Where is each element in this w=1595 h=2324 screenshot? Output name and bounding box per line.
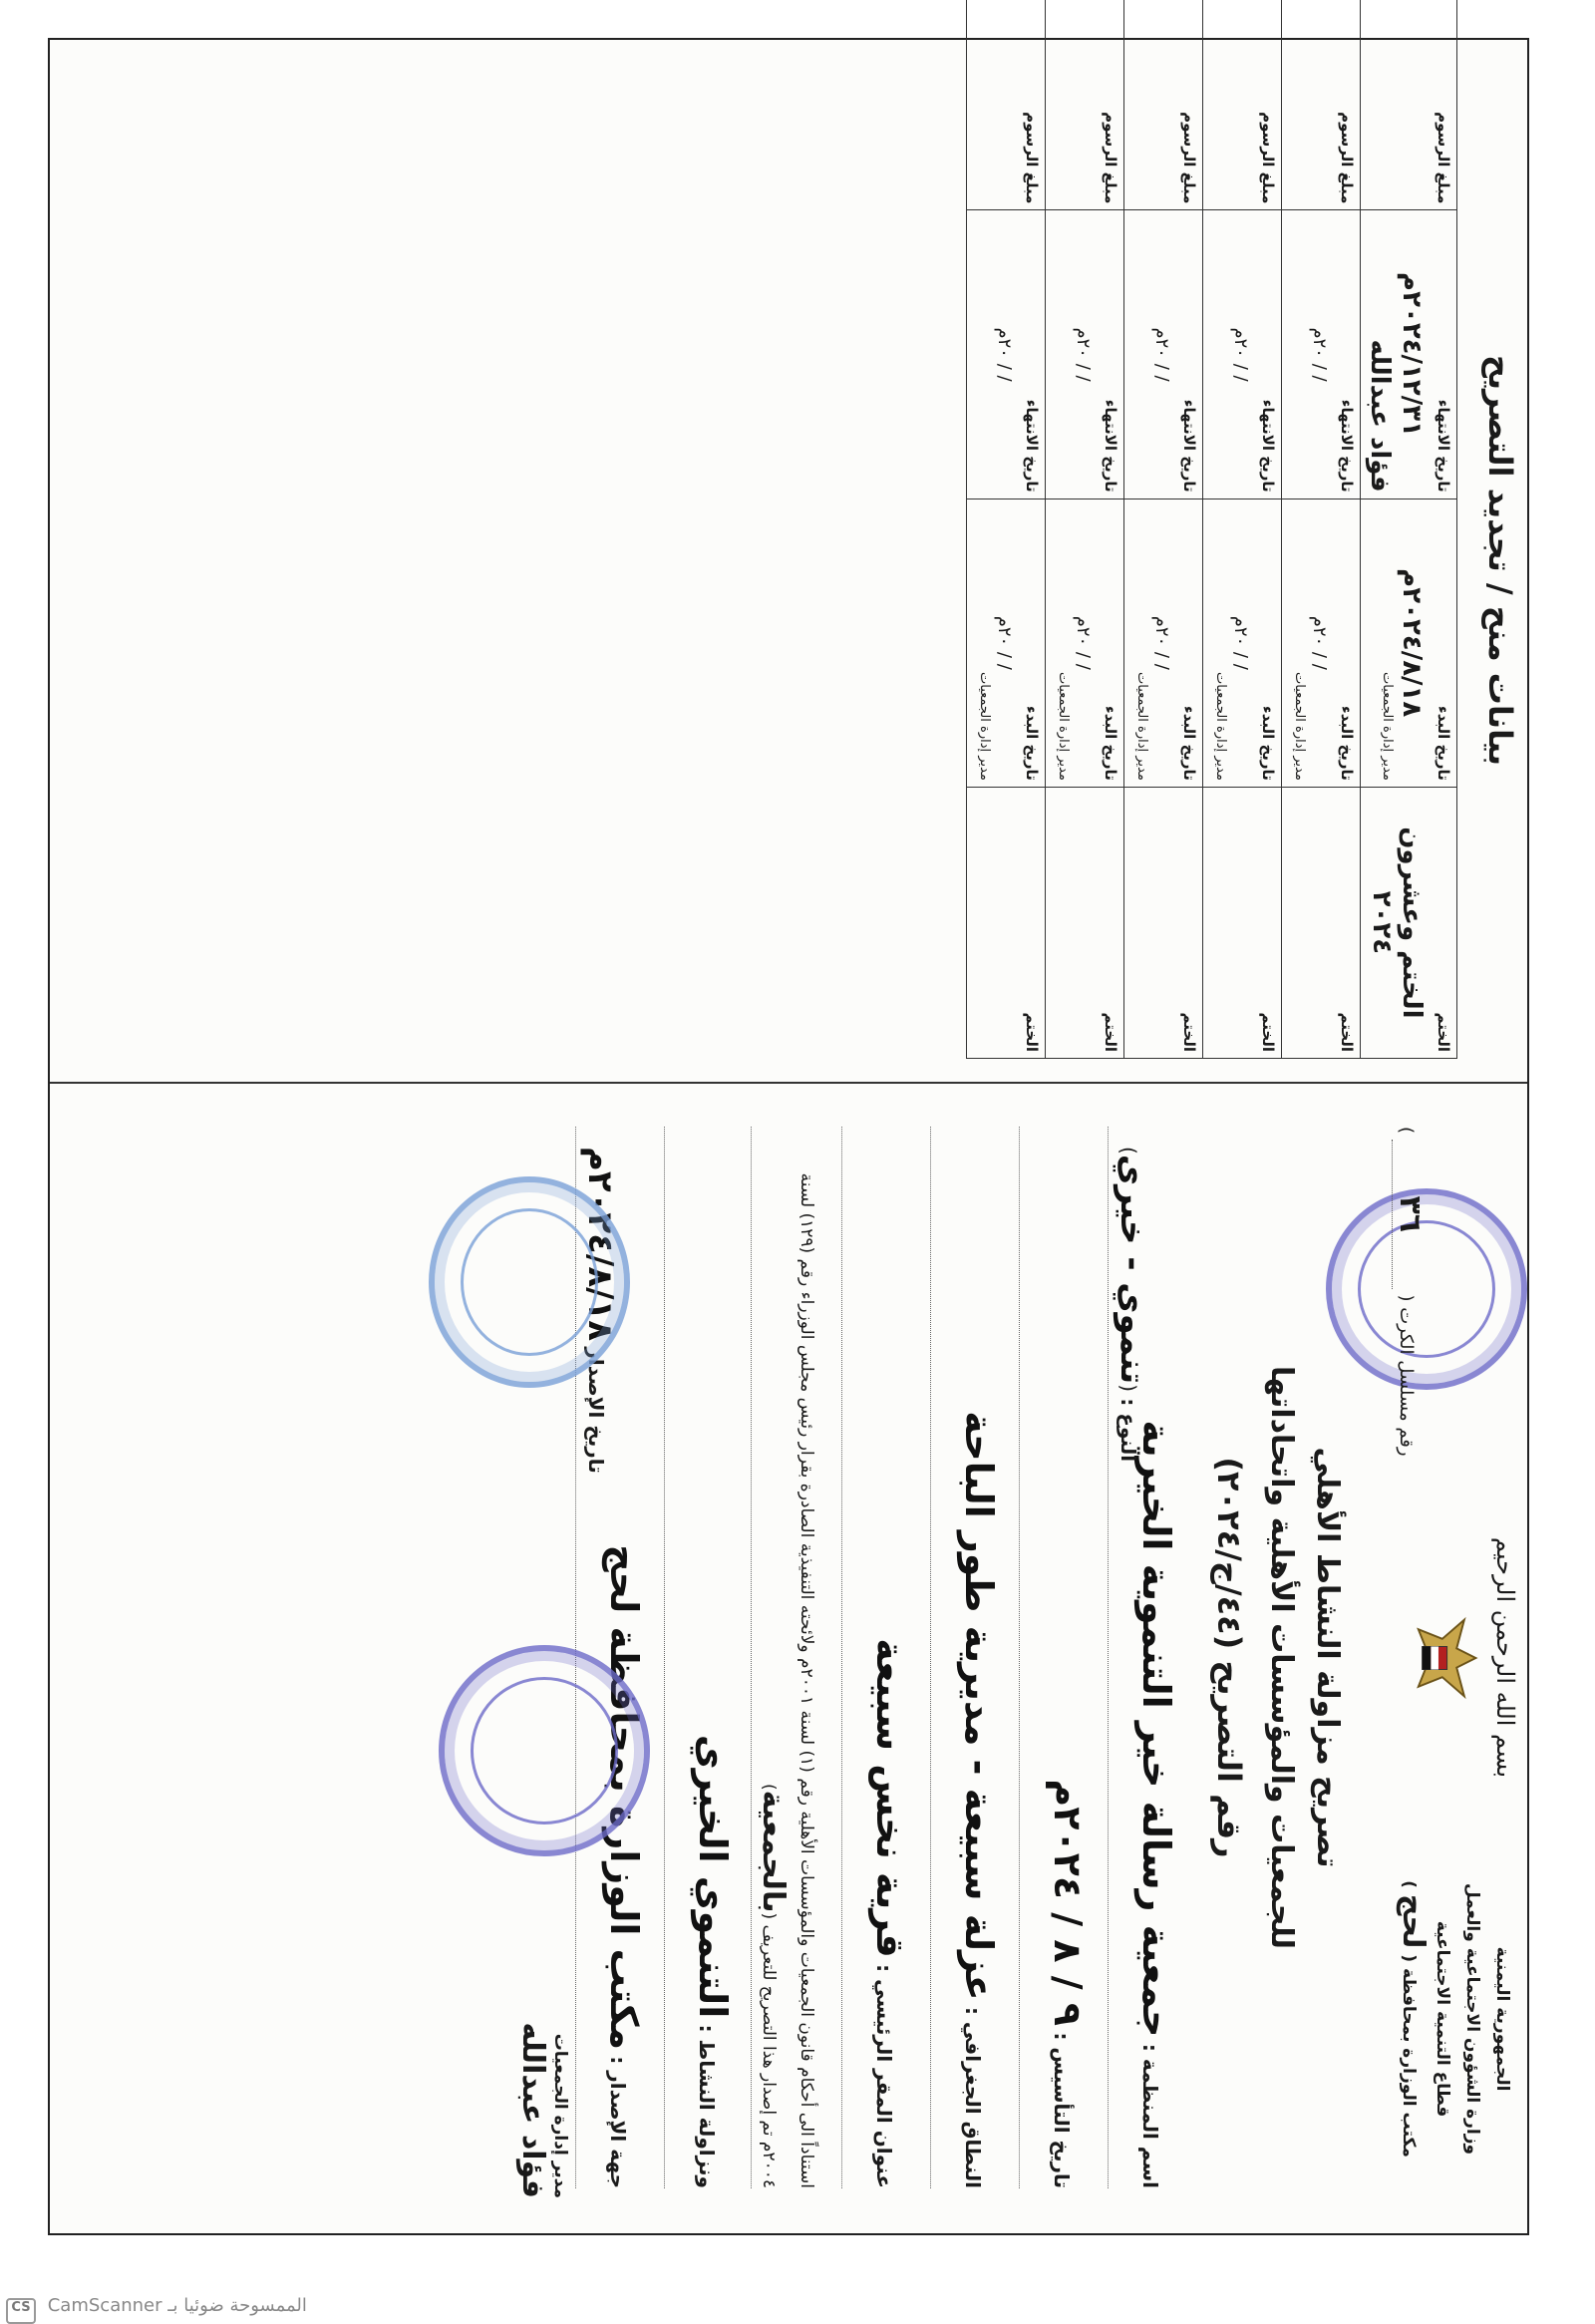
row1-start: ٢٠٢٤/٨/١٨م — [1397, 568, 1427, 718]
geo-scope: عزلة سبيعة - مديرية طور الباحة — [957, 1411, 1001, 2001]
renewal-table — [966, 0, 1457, 1059]
ministry-header: الجمهورية اليمنية وزارة الشؤون الاجتماعية والعمل قطاع التنمية الاجتماعية مكتب الوزارة بمحافظة ( لحج ) — [1396, 1880, 1512, 2158]
scanner-watermark: CS CamScanner الممسوحة ضوئيا بـ — [6, 2295, 445, 2324]
fold-line — [50, 1082, 1527, 1084]
signer-block: مدير إدارة الجمعيات فؤاد عبدالله — [515, 2022, 570, 2198]
issuer-value: مكتب الوزارة بمحافظة لحج — [602, 1544, 646, 2050]
org-name: جمعية رسالة خير التنموية الخيرية — [1134, 1420, 1178, 2038]
org-line: اسم المنظمة : جمعية رسالة خير التنموية الخيرية النوع : (تنموي - خيري) — [1108, 1127, 1178, 2188]
activity-line: ونزاولة النشاط : التنموي الخيري — [664, 1127, 735, 2188]
date-line: تاريخ التأسيس : ٩ / ٨ / ٢٠٢٤م — [1019, 1127, 1090, 2188]
handwritten-seal-note: الختم وعشرون ٢٠٢٤ — [1367, 827, 1427, 1019]
table-row: الختم تاريخ البدء / / ٢٠م مدير إدارة الجمعيات تاريخ الانتهاء / / ٢٠م مبلغ الرسوم — [967, 0, 1046, 1059]
official-stamp-left — [429, 1176, 630, 1388]
renewal-title: بيانات منح / تجديد التصريح — [1481, 354, 1519, 767]
basmala: بسم الله الرحمن الرحيم — [1491, 1536, 1519, 1779]
table-row: الختم تاريخ البدء / / ٢٠م مدير إدارة الجمعيات تاريخ الانتهاء / / ٢٠م مبلغ الرسوم — [1046, 0, 1124, 1059]
row1-end: ٢٠٢٤/١٢/٣١م — [1397, 272, 1427, 438]
eagle-emblem-icon — [1390, 1610, 1485, 1706]
org-type: تنموي - خيري — [1113, 1154, 1152, 1385]
permit-number: رقم التصريح (٤٤/ج/٢٠٢٤) — [1210, 1457, 1248, 1858]
renewal-panel — [62, 42, 1527, 1079]
governorate-value: لحج — [1396, 1893, 1431, 1949]
signer-signature: فؤاد عبدالله — [515, 2022, 550, 2198]
issue-date: ٢٠٢٤/٨/١٨م — [580, 1147, 620, 1342]
camscanner-logo: CS — [6, 2298, 36, 2324]
activity-value: التنموي الخيري — [691, 1734, 735, 2019]
permit-title: تصريح مزاولة النشاط الأهلي للجمعيات والمؤسسات الأهلية واتحاداتها — [1264, 1366, 1345, 1949]
table-row: الختم تاريخ البدء / / ٢٠م مدير إدارة الجمعيات تاريخ الانتهاء / / ٢٠م مبلغ الرسوم — [1282, 0, 1361, 1059]
scope-line: النطاق الجغرافي : عزلة سبيعة - مديرية طور الباحة — [930, 1127, 1001, 2188]
row1-signature: فؤاد عبدالله — [1365, 339, 1395, 493]
table-row: الختم تاريخ البدء / / ٢٠م مدير إدارة الجمعيات تاريخ الانتهاء / / ٢٠م مبلغ الرسوم — [1203, 0, 1282, 1059]
permit-card — [11, 38, 1529, 2316]
permit-fields — [557, 1127, 1178, 2188]
issuer-line: جهة الإصدار : مكتب الوزارة بمحافظة لحج تاريخ الإصدار ٢٠٢٤/٨/١٨م — [575, 1127, 646, 2188]
legal-text: استناداً الى أحكام قانون الجمعيات والمؤسسات الأهلية رقم (١) لسنة ٢٠٠١م ولائحته التنفيذية الصادرة بقرار رئيس مجلس الوزراء رقم (١٢٩) لسنة ٢٠٠٤م تم إصدار هذا التصريح للتعريف (بالجمعية) — [751, 1127, 823, 2188]
serial-value: ٣٦ — [1392, 1140, 1428, 1289]
serial-block: رقم مسلسل الكرت ( ٣٦ ) — [1393, 1127, 1428, 1457]
table-row: الختم تاريخ البدء / / ٢٠م مدير إدارة الجمعيات تاريخ الانتهاء / / ٢٠م مبلغ الرسوم — [1124, 0, 1203, 1059]
hq-address: قرية نخس سبيعة — [868, 1638, 912, 1958]
permit-panel — [62, 1087, 1527, 2228]
founding-date: ٩ / ٨ / ٢٠٢٤م — [1046, 1779, 1090, 2027]
official-stamp-center — [439, 1645, 650, 1856]
hq-line: عنوان المقر الرئيسي : قرية نخس سبيعة — [841, 1127, 912, 2188]
table-row: الختم الختم وعشرون ٢٠٢٤ تاريخ البدء ٢٠٢٤/٨/١٨م مدير إدارة الجمعيات تاريخ الانتهاء ٢٠٢٤/١٢/٣١م فؤاد عبدالله مبلغ الرسوم — [1361, 0, 1457, 1059]
